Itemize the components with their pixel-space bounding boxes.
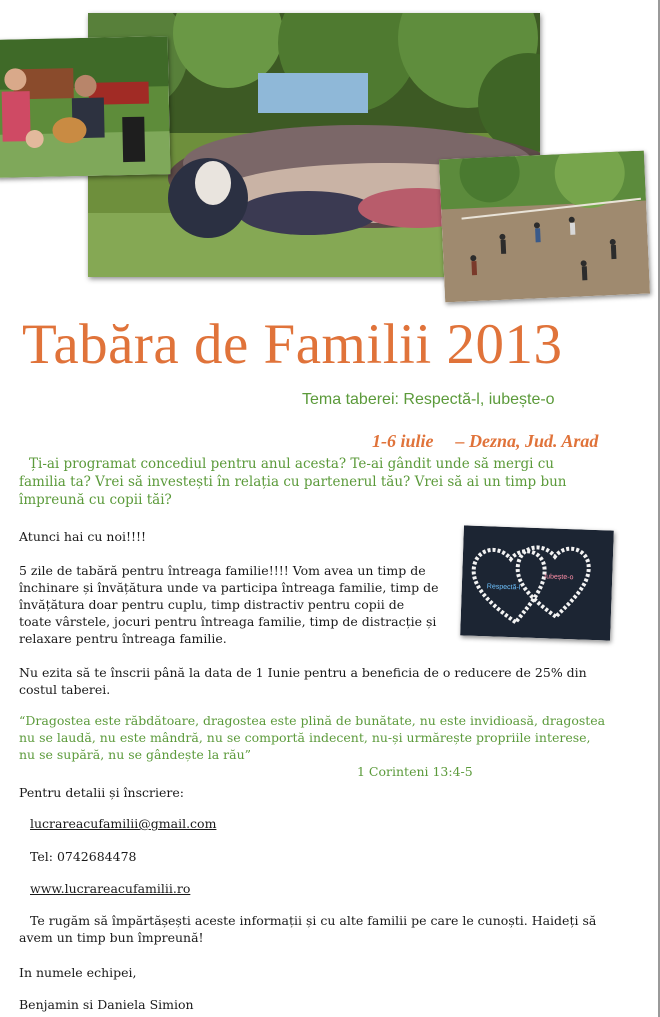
email-link[interactable]: lucrareacufamilii@gmail.com [30, 816, 217, 831]
camp-dates: 1-6 iulie [372, 431, 434, 451]
bible-quote [19, 712, 609, 780]
hearts-left-label: Respectă-l [486, 583, 521, 592]
phone-number: Tel: 0742684478 [30, 849, 137, 864]
hearts-image [460, 525, 614, 640]
guitar-photo [0, 36, 170, 178]
camp-theme: Tema taberei: Respectă-l, iubește-o [302, 391, 555, 408]
call-line: Atunci hai cu noi!!!! [19, 529, 147, 544]
volleyball-photo [439, 151, 650, 303]
signoff: In numele echipei, [19, 965, 137, 980]
intro-paragraph: Ți-ai programat concediul pentru anul acesta? Te-ai gândit unde să mergi cu familia ta? Vrei să investești în relația cu partenerul tău? Vrei să ai un timp bun împreună cu copii tăi? [19, 456, 567, 508]
signature: Benjamin si Daniela Simion [19, 997, 194, 1012]
website-link[interactable]: www.lucrareacufamilii.ro [30, 881, 191, 896]
contact-heading: Pentru detalii și înscriere: [19, 785, 184, 800]
page-title: Tabăra de Familii 2013 [22, 313, 563, 376]
share-paragraph: Te rugăm să împărtășești aceste informații și cu alte familii pe care le cunoști. Haideți să avem un timp bun împreună! [19, 913, 597, 945]
quote-reference: 1 Corinteni 13:4-5 [357, 764, 473, 779]
camp-location: – Dezna, Jud. Arad [455, 431, 599, 451]
discount-paragraph: Nu ezita să te înscrii până la data de 1 Iunie pentru a beneficia de o reducere de 25% din costul taberei. [19, 665, 587, 697]
hearts-right-label: Iubește-o [544, 573, 574, 582]
quote-text: “Dragostea este răbdătoare, dragostea este plină de bunătate, nu este invidioasă, dragostea nu se laudă, nu este mândră, nu se comportă indecent, nu-și urmărește propriile interese, nu se supără, nu se gândește la rău” [19, 713, 606, 762]
description-paragraph: 5 zile de tabără pentru întreaga familie!!!! Vom avea un timp de închinare și învățătura unde va participa întreaga familie, timp de învățătura doar pentru cuplu, timp distractiv pentru copii de toate vârstele, jocuri pentru întreaga familie, timp de distracție și relaxare pentru întreaga familie. [19, 563, 439, 646]
date-location [372, 431, 598, 452]
